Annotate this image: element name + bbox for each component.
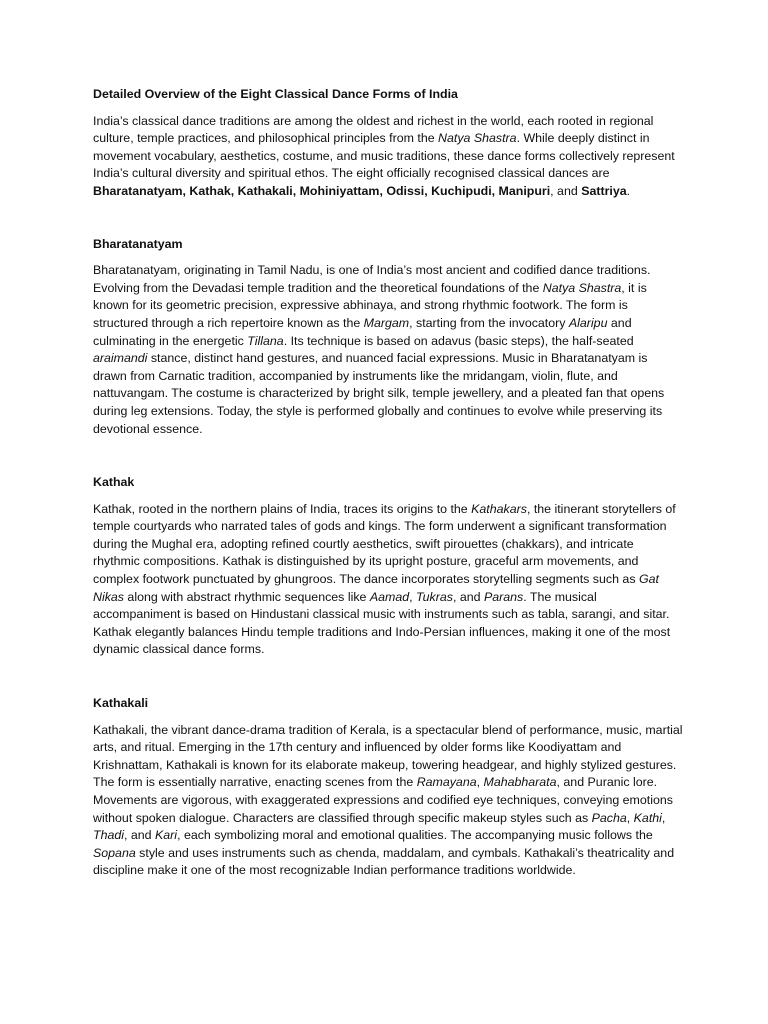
text-run: , and bbox=[452, 589, 484, 604]
italic-text-run: Mahabharata bbox=[483, 775, 557, 790]
italic-text-run: Kari bbox=[155, 828, 178, 843]
text-run: , and bbox=[550, 183, 582, 198]
text-run: , it is known for its geometric precision, expressive abhinaya, and strong rhythmic footwork. The form is structured through a rich repertoire known as the bbox=[93, 280, 647, 330]
section-heading-bharatanatyam: Bharatanatyam bbox=[93, 236, 183, 251]
text-run: style and uses instruments such as chenda, maddalam, and cymbals. Kathakali’s theatricality and discipline make it one of the most recognizable Indian performance traditions worldwide. bbox=[93, 845, 675, 878]
text-run: and culminating in the energetic bbox=[93, 315, 632, 348]
bold-text-run: Bharatanatyam, Kathak, Kathakali, Mohiniyattam, Odissi, Kuchipudi, Manipuri bbox=[93, 183, 551, 198]
italic-text-run: Natya Shastra bbox=[438, 131, 517, 146]
text-run: , bbox=[476, 775, 484, 790]
document-title: Detailed Overview of the Eight Classical Dance Forms of India bbox=[93, 87, 458, 101]
text-run: along with abstract rhythmic sequences like bbox=[123, 589, 370, 604]
text-run: Bharatanatyam, originating in Tamil Nadu, is one of India’s most ancient and codified dance traditions. Evolving from the Devadasi temple tradition and the theoretical foundations of the bbox=[93, 263, 651, 295]
italic-text-run: Sopana bbox=[93, 845, 136, 860]
text-run: Kathakali, the vibrant dance-drama tradition of Kerala, is a spectacular blend of performance, music, martial arts, and ritual. Emerging in the 17th century and influenced by older forms like Koodiyattam and Krishnattam, Kathakali is known for its elaborate makeup, towering headgear, and highly stylized gestures. The form is essentially narrative, enacting scenes from the bbox=[93, 722, 683, 790]
text-run: India’s classical dance traditions are among the oldest and richest in the world, each rooted in regional culture, temple practices, and philosophical principles from the bbox=[93, 113, 654, 146]
text-run: , starting from the invocatory bbox=[409, 315, 569, 330]
text-run: , and Puranic lore. Movements are vigorous, with exaggerated expressions and codified eye techniques, conveying emotions without spoken dialogue. Characters are classified through specific makeup styles such as bbox=[93, 775, 673, 825]
intro-paragraph bbox=[93, 113, 683, 201]
text-run: . While deeply distinct in movement vocabulary, aesthetics, costume, and music traditions, these dance forms collectively represent India’s cultural diversity and spiritual ethos. The eight officially recognised classical dances are bbox=[93, 131, 675, 181]
italic-text-run: Thadi bbox=[93, 828, 124, 843]
italic-text-run: Aamad bbox=[369, 589, 410, 604]
section-heading-kathakali: Kathakali bbox=[93, 696, 149, 711]
section-heading-kathak: Kathak bbox=[93, 475, 135, 490]
italic-text-run: Kathakars bbox=[471, 501, 527, 516]
text-run: , bbox=[626, 810, 634, 825]
text-run: , bbox=[661, 810, 666, 825]
section-body-kathak bbox=[93, 501, 683, 659]
text-run: , each symbolizing moral and emotional qualities. The accompanying music follows the bbox=[177, 828, 653, 843]
text-run: . Its technique is based on adavus (basic steps), the half-seated bbox=[283, 333, 634, 348]
bold-text-run: Sattriya bbox=[581, 183, 627, 198]
italic-text-run: Alaripu bbox=[568, 315, 608, 330]
section-bharatanatyam bbox=[93, 236, 683, 439]
text-run: Kathak, rooted in the northern plains of India, traces its origins to the bbox=[93, 501, 472, 516]
text-run: stance, distinct hand gestures, and nuanced facial expressions. Music in Bharatanatyam is drawn from Carnatic tradition, accompanied by instruments like the mridangam, violin, flute, and nattuvangam. The costume is characterized by bright silk, temple jewellery, and a pleated fan that opens during leg extensions. Today, the style is performed globally and continues to evolve while preserving its devotional essence. bbox=[93, 351, 665, 436]
text-run: , the itinerant storytellers of temple courtyards who narrated tales of gods and kings. The form underwent a significant transformation during the Mughal era, adopting refined courtly aesthetics, swift pirouettes (chakkars), and intricate rhythmic compositions. Kathak is distinguished by its upright posture, graceful arm movements, and complex footwork punctuated by ghungroos. The dance incorporates storytelling segments such as bbox=[93, 501, 676, 587]
italic-text-run: Tillana bbox=[247, 333, 284, 348]
italic-text-run: araimandi bbox=[93, 351, 148, 366]
italic-text-run: Ramayana bbox=[416, 775, 477, 790]
italic-text-run: Tukras bbox=[416, 589, 453, 604]
section-kathakali bbox=[93, 695, 683, 880]
text-run: . The musical accompaniment is based on Hindustani classical music with instruments such as tabla, sarangi, and sitar. Kathak elegantly balances Hindu temple traditions and Indo-Persian influences, making it one of the most dynamic classical dance forms. bbox=[93, 589, 671, 657]
italic-text-run: Margam bbox=[363, 315, 410, 330]
document-page bbox=[93, 86, 683, 880]
text-run: , bbox=[409, 589, 417, 604]
text-run: , and bbox=[124, 828, 156, 843]
section-body-kathakali bbox=[93, 722, 683, 880]
text-run: . bbox=[626, 183, 631, 198]
italic-text-run: Gat Nikas bbox=[93, 572, 659, 604]
italic-text-run: Kathi bbox=[633, 810, 662, 825]
italic-text-run: Parans bbox=[483, 589, 524, 604]
italic-text-run: Natya Shastra bbox=[542, 280, 622, 295]
italic-text-run: Pacha bbox=[591, 810, 627, 825]
section-kathak bbox=[93, 474, 683, 659]
section-body-bharatanatyam bbox=[93, 262, 683, 438]
